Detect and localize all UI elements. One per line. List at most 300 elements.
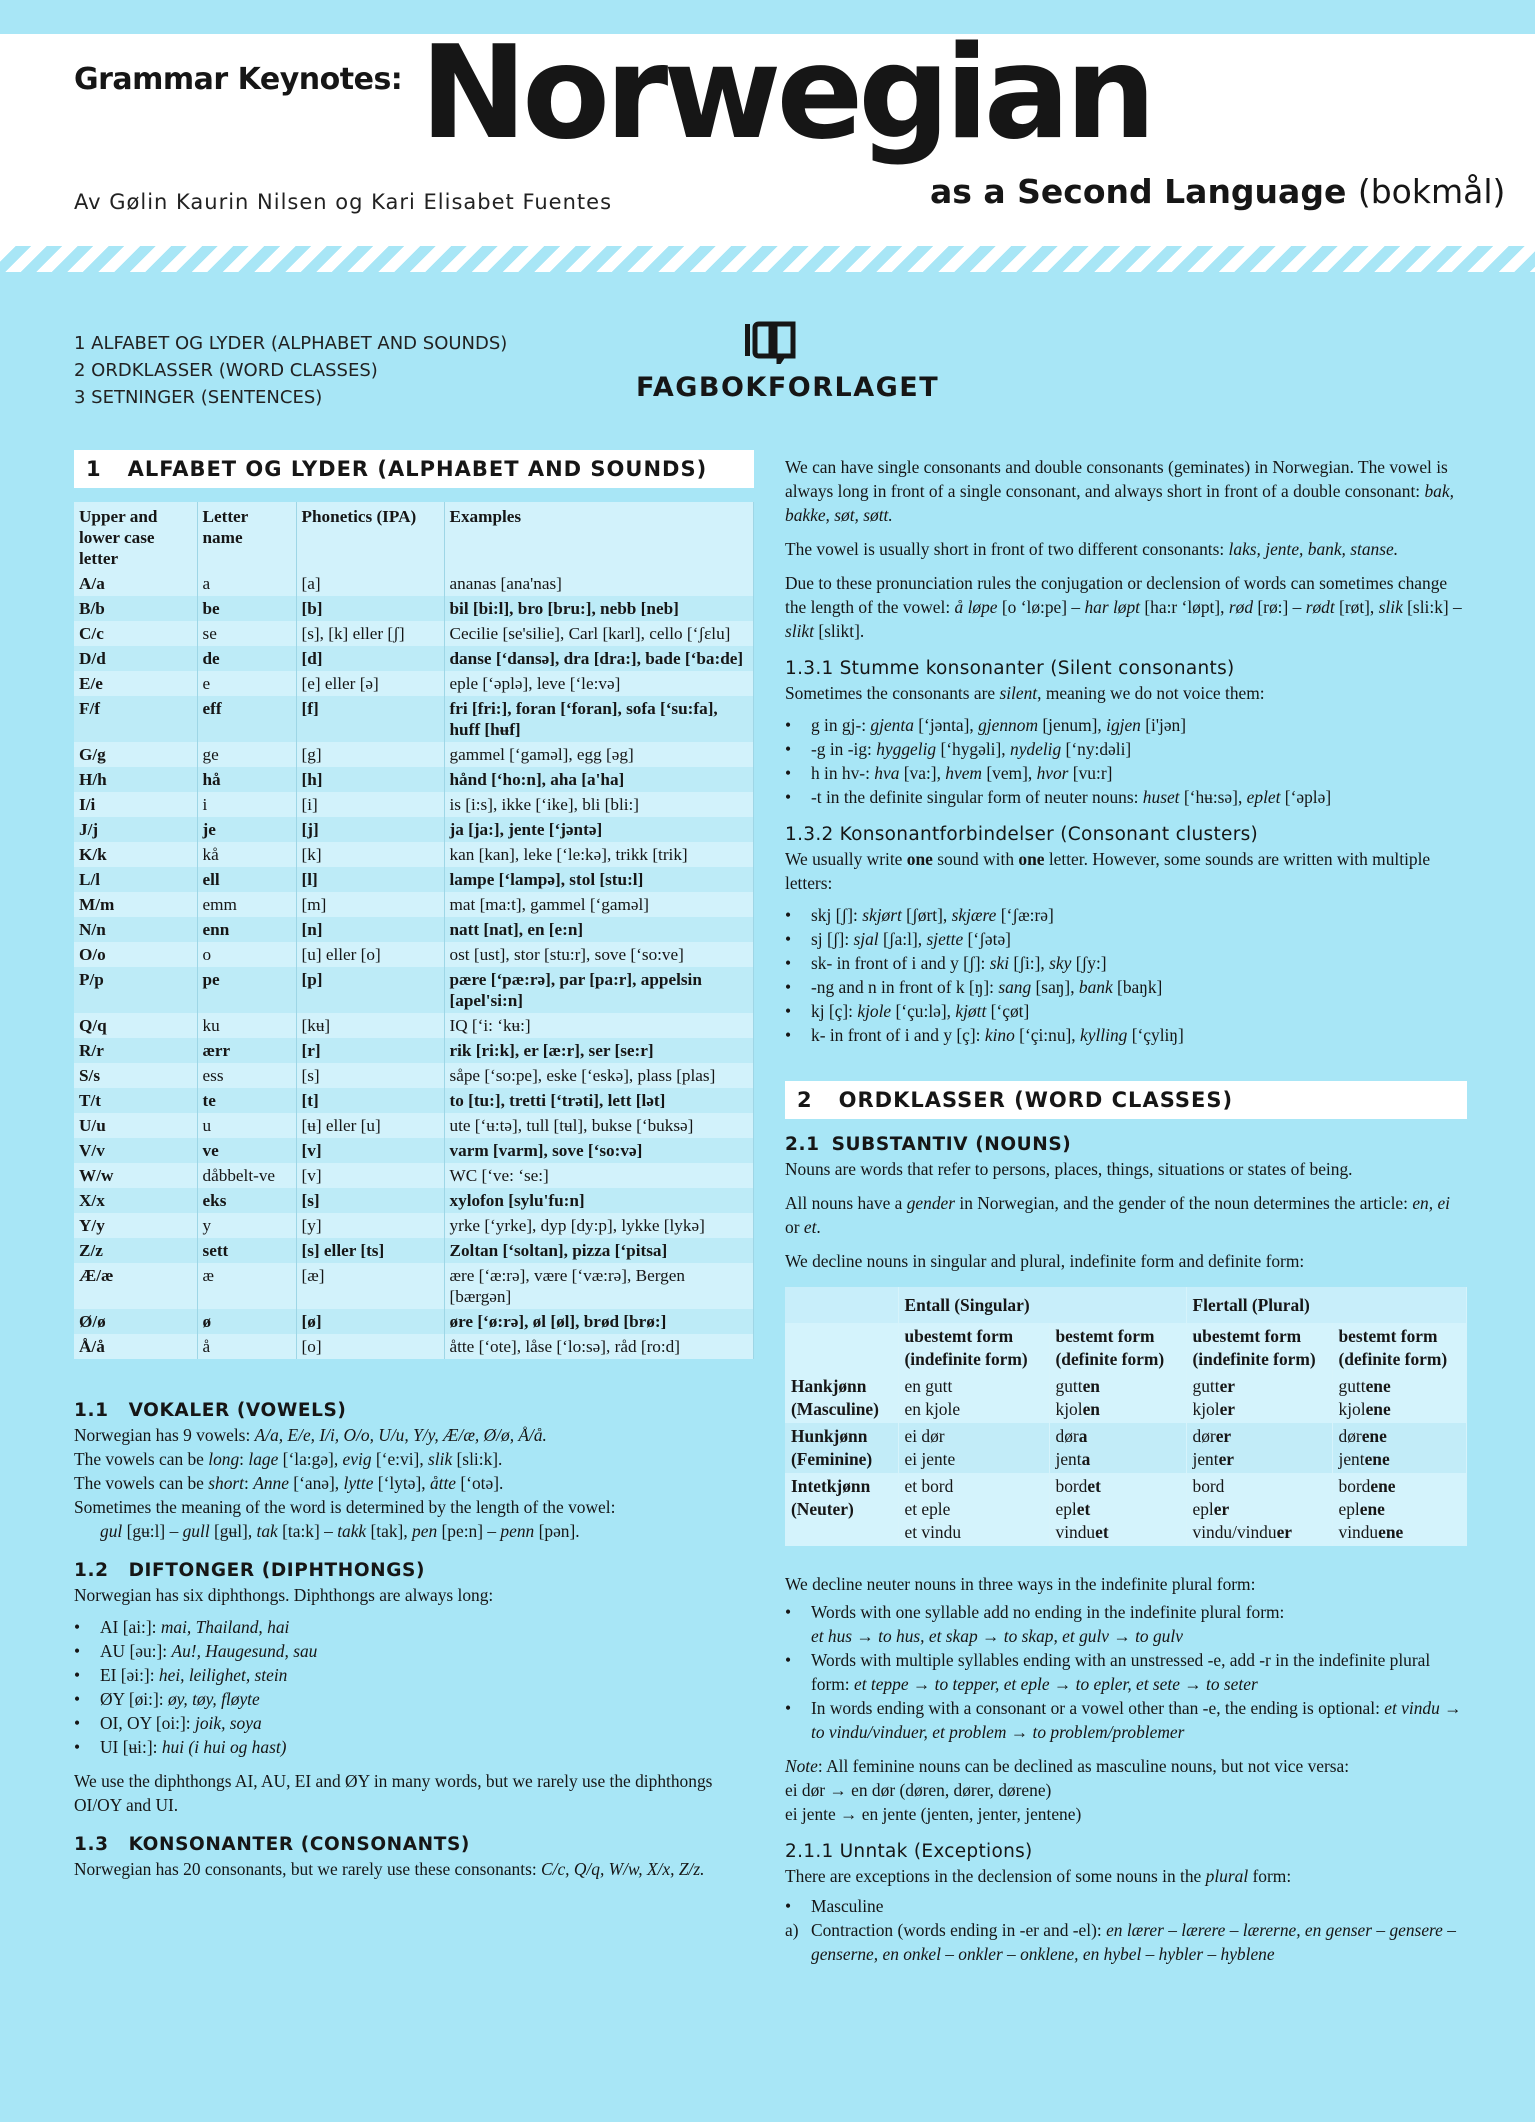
exception-a (785, 1918, 1467, 1966)
subsection-2-1-heading (785, 1133, 1467, 1157)
text: [ʻlytə], (373, 1473, 430, 1493)
noun-form (1339, 1375, 1461, 1398)
text: a) (785, 1920, 799, 1940)
text: -ng and n in front of k [ŋ]: (811, 977, 999, 997)
noun-ending: er (1276, 1522, 1293, 1542)
letter-cell: R/r (74, 1038, 197, 1063)
letter-cell: O/o (74, 942, 197, 967)
table-row (74, 967, 754, 1013)
text: Anne (253, 1473, 289, 1493)
text: Sometimes the meaning of the word is determined by the length of the vowel: (74, 1497, 616, 1517)
header-stripe-border (0, 246, 1535, 272)
column-header: ubestemt form (indefinite form) (1186, 1323, 1332, 1373)
noun-stem: vindu (1055, 1522, 1096, 1542)
paragraph: We decline nouns in singular and plural, indefinite form and definite form: (785, 1251, 1305, 1271)
corner-cell (785, 1323, 898, 1373)
subsection-title: DIFTONGER (DIPHTHONGS) (128, 1560, 426, 1581)
text: kylling (1080, 1025, 1128, 1045)
plural-indefinite-cell (1186, 1423, 1332, 1473)
text: eplet (1246, 787, 1281, 807)
section-2-heading (785, 1081, 1467, 1119)
text: øy, tøy, fløyte (167, 1689, 260, 1709)
letter-cell: S/s (74, 1063, 197, 1088)
vowels-text (74, 1423, 754, 1543)
letter-name-cell: ku (197, 1013, 296, 1038)
plural-definite-cell (1332, 1373, 1467, 1423)
letter-name-cell: ess (197, 1063, 296, 1088)
examples-cell: IQ [ʻi: ʻkʉ:] (444, 1013, 754, 1038)
text: takk (337, 1521, 367, 1541)
plural-definite-cell (1332, 1473, 1467, 1546)
text: plural (1205, 1866, 1249, 1886)
singular-indefinite-cell (898, 1373, 1049, 1423)
ipa-cell: [k] (296, 842, 444, 867)
list-item (785, 975, 1467, 999)
examples-cell: ære [ʻæ:rə], være [ʻvæ:rə], Bergen [bærgən] (444, 1263, 754, 1309)
letter-name-cell: å (197, 1334, 296, 1359)
examples-cell: såpe [ʻso:pe], eske [ʻeskə], plass [plas] (444, 1063, 754, 1088)
ipa-cell: [ʉ] eller [u] (296, 1113, 444, 1138)
subsection-title: Konsonantforbindelser (Consonant clusters) (839, 824, 1259, 845)
list-item (785, 737, 1467, 761)
letter-cell: I/i (74, 792, 197, 817)
text: Norwegian has 9 vowels: (74, 1425, 255, 1445)
column-header: Phonetics (IPA) (296, 502, 444, 571)
examples-cell: bil [bi:l], bro [bru:], nebb [neb] (444, 596, 754, 621)
ipa-cell: [m] (296, 892, 444, 917)
corner-cell (785, 1287, 898, 1323)
text: [gʉ:l] – (122, 1521, 183, 1541)
examples-cell: øre [ʻø:rə], øl [øl], brød [brø:] (444, 1309, 754, 1334)
noun-form (1339, 1498, 1461, 1521)
text: [sli:k]. (452, 1449, 503, 1469)
text: å løpe (954, 597, 998, 617)
text: har løpt (1084, 597, 1141, 617)
text: pen (412, 1521, 438, 1541)
text: [ʻla:gə], (282, 1449, 343, 1469)
examples-cell: is [i:s], ikke [ʻike], bli [bli:] (444, 792, 754, 817)
ipa-cell: [n] (296, 917, 444, 942)
column-group-header: Flertall (Plural) (1186, 1287, 1467, 1323)
text: [pe:n] – (437, 1521, 501, 1541)
letter-name-cell: be (197, 596, 296, 621)
ipa-cell: [r] (296, 1038, 444, 1063)
noun-stem: dør (1338, 1426, 1362, 1446)
diphthongs-outro: We use the diphthongs AI, AU, EI and ØY in many words, but we rarely use the diphthongs OI/OY and UI. (74, 1771, 713, 1815)
ipa-cell: [s] eller [ts] (296, 1238, 444, 1263)
subsection-title: Stumme konsonanter (Silent consonants) (839, 658, 1235, 679)
letter-cell: P/p (74, 967, 197, 1013)
text: Note (785, 1756, 818, 1776)
letter-name-cell: y (197, 1213, 296, 1238)
noun-stem: gutt (1055, 1376, 1083, 1396)
gender-cell: Intetkjønn (Neuter) (785, 1473, 898, 1546)
ipa-cell: [æ] (296, 1263, 444, 1309)
noun-ending: ene (1365, 1376, 1391, 1396)
text: A/a, E/e, I/i, O/o, U/u, Y/y, Æ/æ, Ø/ø, Å/å. (254, 1425, 547, 1445)
ipa-cell: [f] (296, 696, 444, 742)
text: skjørt (862, 905, 902, 925)
text: OI, OY [oi:]: (100, 1713, 195, 1733)
noun-form: ei dør (904, 1426, 945, 1446)
text: : (239, 1449, 249, 1469)
ipa-cell: [h] (296, 767, 444, 792)
noun-ending: en (1082, 1399, 1100, 1419)
text: ski (989, 953, 1010, 973)
ipa-cell: [e] eller [ə] (296, 671, 444, 696)
text: one (1018, 849, 1045, 869)
subsection-number: 2.1.1 (785, 1841, 834, 1862)
ipa-cell: [l] (296, 867, 444, 892)
book-logo-icon (743, 320, 799, 364)
table-row (74, 671, 754, 696)
text: rødt (1305, 597, 1335, 617)
page-title: Norwegian (420, 19, 1152, 168)
column-header: bestemt form (definite form) (1049, 1323, 1186, 1373)
letter-cell: Y/y (74, 1213, 197, 1238)
text: huset (1142, 787, 1180, 807)
noun-form (1056, 1521, 1180, 1544)
noun-form (1193, 1425, 1326, 1448)
text: evig (342, 1449, 372, 1469)
text: et (803, 1217, 817, 1237)
noun-stem: epl (1055, 1499, 1077, 1519)
letter-name-cell: eff (197, 696, 296, 742)
letter-cell: B/b (74, 596, 197, 621)
text: [ha:r ʻløpt], (1140, 597, 1229, 617)
left-column (74, 450, 754, 1881)
text: [ʃi:], (1009, 953, 1050, 973)
letter-cell: Ø/ø (74, 1309, 197, 1334)
noun-ending: er (1219, 1376, 1236, 1396)
text: [ʻçøt] (986, 1001, 1030, 1021)
list-item (785, 999, 1467, 1023)
letter-name-cell: pe (197, 967, 296, 1013)
text: . (816, 1217, 821, 1237)
text: h in hv-: (811, 763, 875, 783)
noun-form (1056, 1375, 1180, 1398)
neuter-plural-list (785, 1600, 1467, 1744)
noun-stem: jent (1055, 1449, 1082, 1469)
noun-stem: epl (1192, 1499, 1214, 1519)
text: Words with one syllable add no ending in the indefinite plural form: (811, 1602, 1285, 1622)
text: EI [əi:]: (100, 1665, 159, 1685)
letter-cell: N/n (74, 917, 197, 942)
text: et teppe → to tepper, et eple → to epler, et sete → to seter (853, 1674, 1258, 1694)
text: [ʻçi:nu], (1014, 1025, 1081, 1045)
text: [ʻny:dəli] (1061, 739, 1132, 759)
text: sjal (853, 929, 879, 949)
table-row (74, 1113, 754, 1138)
noun-form (1193, 1498, 1326, 1521)
noun-ending: et (1095, 1522, 1109, 1542)
subsection-2-1-1-heading (785, 1840, 1467, 1864)
publisher-logo (636, 320, 940, 403)
ipa-cell: [i] (296, 792, 444, 817)
text: or (785, 1217, 804, 1237)
paragraph (785, 1191, 1467, 1239)
subsection-number: 1.3.1 (785, 658, 834, 679)
text: There are exceptions in the declension of some nouns in the (785, 1866, 1206, 1886)
gender-cell: Hankjønn (Masculine) (785, 1373, 898, 1423)
text: AU [əu:]: (100, 1641, 172, 1661)
noun-ending: ene (1361, 1426, 1387, 1446)
gender-cell: Hunkjønn (Feminine) (785, 1423, 898, 1473)
text: sang (998, 977, 1032, 997)
examples-cell: ananas [ana'nas] (444, 571, 754, 596)
consonant-clusters-list (785, 903, 1467, 1047)
subsection-title: SUBSTANTIV (NOUNS) (831, 1134, 1072, 1155)
text: Words with multiple syllables ending with an unstressed -e, add -r in the indefinite plural form: (811, 1650, 1431, 1694)
text: mai, Thailand, hai (160, 1617, 290, 1637)
subsection-1-1-heading (74, 1399, 754, 1423)
text: hvem (945, 763, 982, 783)
text: hvor (1036, 763, 1069, 783)
text: In words ending with a consonant or a vowel other than -e, the ending is optional: (811, 1698, 1385, 1718)
text: All nouns have a (785, 1193, 907, 1213)
letter-name-cell: enn (197, 917, 296, 942)
examples-cell: ja [ja:], jente [ʻjəntə] (444, 817, 754, 842)
text: et hus → to hus, et skap → to skap, et gulv → to gulv (811, 1626, 1183, 1646)
text: [ʻʃətə] (963, 929, 1011, 949)
text: rød (1228, 597, 1254, 617)
noun-stem: jent (1192, 1449, 1219, 1469)
examples-cell: pære [ʻpæ:rə], par [pa:r], appelsin [apel'si:n] (444, 967, 754, 1013)
text: The vowel is usually short in front of two different consonants: (785, 539, 1229, 559)
table-row (74, 1038, 754, 1063)
examples-cell: åtte [ʻote], låse [ʻlo:sə], råd [ro:d] (444, 1334, 754, 1359)
ipa-cell: [d] (296, 646, 444, 671)
table-row (74, 817, 754, 842)
list-item (785, 951, 1467, 975)
text: en lærer – lærere – lærerne, en genser – gensere – genserne, en onkel – onkler – onklene, en hybel – hybler – hyblene (811, 1920, 1456, 1964)
examples-cell: varm [varm], sove [ʻso:və] (444, 1138, 754, 1163)
noun-declension-table (785, 1287, 1467, 1546)
alphabet-rows (74, 571, 754, 1359)
noun-stem: bord (1192, 1476, 1225, 1496)
singular-definite-cell (1049, 1373, 1186, 1423)
table-row (785, 1373, 1467, 1423)
text: [saŋ], (1031, 977, 1079, 997)
noun-stem: epl (1338, 1499, 1360, 1519)
letter-cell: J/j (74, 817, 197, 842)
text: sj [ʃ]: (811, 929, 854, 949)
text: [ʻhʉ:sə], (1179, 787, 1247, 807)
text: hyggelig (876, 739, 937, 759)
examples-cell: to [tu:], tretti [ʻtrəti], lett [lət] (444, 1088, 754, 1113)
noun-form (1056, 1498, 1180, 1521)
section-number: 2 (797, 1088, 813, 1112)
text: -g in -ig: (811, 739, 877, 759)
text: gjennom (978, 715, 1039, 735)
noun-form: et vindu (904, 1522, 962, 1542)
paragraph (785, 681, 1467, 705)
list-item (785, 903, 1467, 927)
noun-ending: ene (1378, 1522, 1404, 1542)
text: [ʻəplə] (1280, 787, 1332, 807)
text: [i'jən] (1140, 715, 1187, 735)
subsection-1-3-1-heading (785, 657, 1467, 681)
letter-name-cell: o (197, 942, 296, 967)
table-row (74, 1238, 754, 1263)
text: bak, bakke, søt, søtt. (785, 481, 1454, 525)
subsection-number: 1.3 (74, 1834, 109, 1855)
paragraph (785, 455, 1467, 527)
column-group-header: Entall (Singular) (898, 1287, 1186, 1323)
letter-name-cell: i (197, 792, 296, 817)
section-1-heading (74, 450, 754, 488)
letter-cell: Z/z (74, 1238, 197, 1263)
exceptions-list (785, 1894, 1467, 1918)
paragraph (785, 537, 1467, 561)
text: [pən]. (534, 1521, 580, 1541)
table-row (74, 942, 754, 967)
examples-cell: Cecilie [se'silie], Carl [karl], cello [ʻʃɛlu] (444, 621, 754, 646)
text: Au!, Haugesund, sau (171, 1641, 318, 1661)
text: [sli:k] – (1402, 597, 1462, 617)
letter-cell: W/w (74, 1163, 197, 1188)
text: [ʻe:vi], (371, 1449, 429, 1469)
text: [ʻjənta], (913, 715, 979, 735)
letter-cell: T/t (74, 1088, 197, 1113)
text: laks, jente, bank, stanse. (1228, 539, 1399, 559)
text: joik, soya (195, 1713, 262, 1733)
letter-name-cell: u (197, 1113, 296, 1138)
noun-stem: kjol (1055, 1399, 1083, 1419)
text: sk- in front of i and y [ʃ]: (811, 953, 990, 973)
plural-indefinite-cell (1186, 1373, 1332, 1423)
text: kjole (857, 1001, 892, 1021)
plural-indefinite-cell (1186, 1473, 1332, 1546)
text: kino (984, 1025, 1015, 1045)
ipa-cell: [g] (296, 742, 444, 767)
toc-item: 2 ORDKLASSER (WORD CLASSES) (74, 360, 378, 381)
ipa-cell: [v] (296, 1138, 444, 1163)
text: skjære (951, 905, 997, 925)
text: long (208, 1449, 240, 1469)
noun-form (1056, 1425, 1180, 1448)
table-row (785, 1473, 1467, 1546)
text: [ʃørt], (901, 905, 952, 925)
noun-ending: er (1219, 1399, 1236, 1419)
ipa-cell: [s], [k] eller [ʃ] (296, 621, 444, 646)
text: gull (182, 1521, 210, 1541)
letter-cell: X/x (74, 1188, 197, 1213)
text: C/c, Q/q, W/w, X/x, Z/z. (541, 1859, 705, 1879)
subsection-title: Unntak (Exceptions) (839, 1841, 1033, 1862)
noun-stem: vindu (1338, 1522, 1379, 1542)
subsection-1-3-heading (74, 1833, 754, 1857)
table-row (74, 892, 754, 917)
text: [baŋk] (1112, 977, 1163, 997)
examples-cell: hånd [ʻho:n], aha [a'ha] (444, 767, 754, 792)
noun-ending: ene (1370, 1476, 1396, 1496)
alphabet-table (74, 502, 754, 1359)
ipa-cell: [s] (296, 1188, 444, 1213)
noun-ending: a (1078, 1426, 1088, 1446)
list-item (785, 1648, 1467, 1696)
subsection-1-3-2-heading (785, 823, 1467, 847)
noun-rows (785, 1373, 1467, 1546)
letter-name-cell: hå (197, 767, 296, 792)
text: Sometimes the consonants are (785, 683, 1000, 703)
list-item (74, 1687, 754, 1711)
list-item (785, 761, 1467, 785)
letter-cell: L/l (74, 867, 197, 892)
text: [røt], (1334, 597, 1379, 617)
text: et vindu → to vindu/vinduer, et problem → to problem/problemer (811, 1698, 1462, 1742)
ipa-cell: [kʉ] (296, 1013, 444, 1038)
consonants-text (74, 1857, 754, 1881)
noun-ending: en (1082, 1376, 1100, 1396)
letter-name-cell: ge (197, 742, 296, 767)
list-item (785, 1600, 1467, 1648)
noun-form (1056, 1475, 1180, 1498)
noun-ending: ene (1364, 1449, 1390, 1469)
text: The vowels can be (74, 1473, 209, 1493)
letter-name-cell: kå (197, 842, 296, 867)
text: sjette (926, 929, 964, 949)
noun-ending: er (1215, 1426, 1232, 1446)
list-item (785, 1023, 1467, 1047)
noun-stem: kjol (1192, 1399, 1220, 1419)
examples-cell: Zoltan [ʻsoltan], pizza [ʻpitsa] (444, 1238, 754, 1263)
text: one (906, 849, 933, 869)
noun-ending: er (1213, 1499, 1230, 1519)
noun-ending: et (1087, 1476, 1101, 1496)
examples-cell: danse [ʻdansə], dra [dra:], bade [ʻba:de] (444, 646, 754, 671)
noun-form: ei jente (904, 1449, 956, 1469)
letter-cell: U/u (74, 1113, 197, 1138)
subsection-number: 2.1 (785, 1134, 820, 1155)
text: slik (428, 1449, 453, 1469)
noun-stem: kjol (1338, 1399, 1366, 1419)
text: sky (1049, 953, 1072, 973)
ipa-cell: [s] (296, 1063, 444, 1088)
note (785, 1754, 1467, 1826)
right-column (785, 455, 1467, 1966)
noun-form: et bord (904, 1476, 954, 1496)
text: gjenta (870, 715, 914, 735)
plural-definite-cell (1332, 1423, 1467, 1473)
noun-stem: jent (1338, 1449, 1365, 1469)
letter-name-cell: emm (197, 892, 296, 917)
section-title: ALFABET OG LYDER (ALPHABET AND SOUNDS) (127, 457, 708, 481)
table-row (74, 1013, 754, 1038)
list-item (785, 713, 1467, 737)
examples-cell: xylofon [sylu'fu:n] (444, 1188, 754, 1213)
text: hei, leilighet, stein (158, 1665, 288, 1685)
table-row (74, 1334, 754, 1359)
ipa-cell: [ø] (296, 1309, 444, 1334)
noun-ending: ene (1365, 1399, 1391, 1419)
text: [vu:r] (1068, 763, 1113, 783)
text: letter. However, some sounds are written with multiple letters: (785, 849, 1431, 893)
singular-indefinite-cell (898, 1473, 1049, 1546)
noun-stem: bord (1338, 1476, 1371, 1496)
letter-cell: E/e (74, 671, 197, 696)
text: [rø:] – (1253, 597, 1306, 617)
letter-cell: Æ/æ (74, 1263, 197, 1309)
text: åtte (429, 1473, 457, 1493)
letter-cell: G/g (74, 742, 197, 767)
examples-cell: fri [fri:], foran [ʻforan], sofa [ʻsu:fa], huff [hʉf] (444, 696, 754, 742)
examples-cell: natt [nat], en [e:n] (444, 917, 754, 942)
letter-cell: A/a (74, 571, 197, 596)
list-item (785, 785, 1467, 809)
list-item (785, 1696, 1467, 1744)
ipa-cell: [j] (296, 817, 444, 842)
